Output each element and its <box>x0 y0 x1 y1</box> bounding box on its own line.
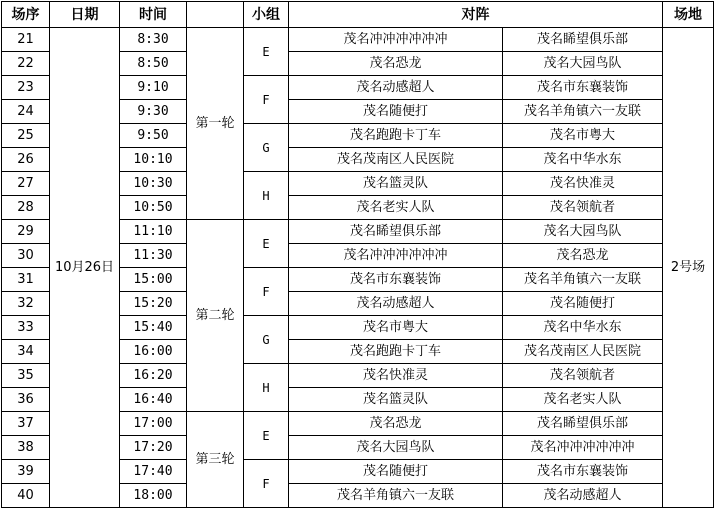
home-team: 茂名动感超人 <box>289 76 503 100</box>
time-cell: 17:00 <box>120 412 187 436</box>
match-number: 27 <box>2 172 50 196</box>
group-cell: F <box>244 268 289 316</box>
time-cell: 18:00 <box>120 484 187 508</box>
away-team: 茂名中华水东 <box>503 316 663 340</box>
group-cell: F <box>244 460 289 508</box>
home-team: 茂名恐龙 <box>289 412 503 436</box>
home-team: 茂名随便打 <box>289 460 503 484</box>
group-cell: F <box>244 76 289 124</box>
round-cell: 第二轮 <box>187 220 244 412</box>
match-number: 23 <box>2 76 50 100</box>
home-team: 茂名篮灵队 <box>289 388 503 412</box>
time-cell: 9:10 <box>120 76 187 100</box>
home-team: 茂名快准灵 <box>289 364 503 388</box>
match-number: 32 <box>2 292 50 316</box>
date-cell: 10月26日 <box>50 28 120 508</box>
match-number: 34 <box>2 340 50 364</box>
group-cell: H <box>244 364 289 412</box>
match-number: 36 <box>2 388 50 412</box>
time-cell: 8:30 <box>120 28 187 52</box>
match-number: 31 <box>2 268 50 292</box>
away-team: 茂名大园鸟队 <box>503 220 663 244</box>
home-team: 茂名大园鸟队 <box>289 436 503 460</box>
header-date: 日期 <box>50 2 120 28</box>
match-number: 40 <box>2 484 50 508</box>
venue-cell: 2号场 <box>663 28 714 508</box>
away-team: 茂名市东襄装饰 <box>503 460 663 484</box>
away-team: 茂名羊角镇六一友联 <box>503 100 663 124</box>
home-team: 茂名跑跑卡丁车 <box>289 124 503 148</box>
match-number: 24 <box>2 100 50 124</box>
away-team: 茂名随便打 <box>503 292 663 316</box>
home-team: 茂名随便打 <box>289 100 503 124</box>
match-number: 25 <box>2 124 50 148</box>
away-team: 茂名大园鸟队 <box>503 52 663 76</box>
header-match-no: 场序 <box>2 2 50 28</box>
table-row <box>2 28 714 52</box>
home-team: 茂名恐龙 <box>289 52 503 76</box>
match-number: 28 <box>2 196 50 220</box>
away-team: 茂名老实人队 <box>503 388 663 412</box>
home-team: 茂名篮灵队 <box>289 172 503 196</box>
time-cell: 15:20 <box>120 292 187 316</box>
match-number: 38 <box>2 436 50 460</box>
time-cell: 17:40 <box>120 460 187 484</box>
match-number: 29 <box>2 220 50 244</box>
time-cell: 16:40 <box>120 388 187 412</box>
time-cell: 11:30 <box>120 244 187 268</box>
time-cell: 15:40 <box>120 316 187 340</box>
match-number: 21 <box>2 28 50 52</box>
home-team: 茂名冲冲冲冲冲冲 <box>289 28 503 52</box>
home-team: 茂名冲冲冲冲冲冲 <box>289 244 503 268</box>
away-team: 茂名市东襄装饰 <box>503 76 663 100</box>
time-cell: 9:30 <box>120 100 187 124</box>
away-team: 茂名睎望俱乐部 <box>503 412 663 436</box>
time-cell: 9:50 <box>120 124 187 148</box>
group-cell: E <box>244 412 289 460</box>
schedule-body <box>2 28 714 508</box>
match-number: 37 <box>2 412 50 436</box>
time-cell: 11:10 <box>120 220 187 244</box>
match-number: 22 <box>2 52 50 76</box>
time-cell: 10:10 <box>120 148 187 172</box>
time-cell: 16:20 <box>120 364 187 388</box>
away-team: 茂名恐龙 <box>503 244 663 268</box>
home-team: 茂名市粤大 <box>289 316 503 340</box>
away-team: 茂名动感超人 <box>503 484 663 508</box>
away-team: 茂名冲冲冲冲冲冲 <box>503 436 663 460</box>
home-team: 茂名睎望俱乐部 <box>289 220 503 244</box>
group-cell: H <box>244 172 289 220</box>
schedule-table <box>1 1 714 508</box>
header-group: 小组 <box>244 2 289 28</box>
group-cell: G <box>244 124 289 172</box>
time-cell: 17:20 <box>120 436 187 460</box>
home-team: 茂名跑跑卡丁车 <box>289 340 503 364</box>
round-cell: 第三轮 <box>187 412 244 508</box>
group-cell: E <box>244 28 289 76</box>
home-team: 茂名羊角镇六一友联 <box>289 484 503 508</box>
time-cell: 15:00 <box>120 268 187 292</box>
away-team: 茂名快准灵 <box>503 172 663 196</box>
time-cell: 8:50 <box>120 52 187 76</box>
away-team: 茂名茂南区人民医院 <box>503 340 663 364</box>
home-team: 茂名动感超人 <box>289 292 503 316</box>
header-time: 时间 <box>120 2 187 28</box>
away-team: 茂名市粤大 <box>503 124 663 148</box>
away-team: 茂名中华水东 <box>503 148 663 172</box>
header-round <box>187 2 244 28</box>
match-number: 39 <box>2 460 50 484</box>
round-cell: 第一轮 <box>187 28 244 220</box>
group-cell: E <box>244 220 289 268</box>
header-venue: 场地 <box>663 2 714 28</box>
home-team: 茂名老实人队 <box>289 196 503 220</box>
header-row <box>2 2 714 28</box>
header-matchup: 对阵 <box>289 2 663 28</box>
away-team: 茂名领航者 <box>503 364 663 388</box>
match-number: 33 <box>2 316 50 340</box>
time-cell: 10:30 <box>120 172 187 196</box>
match-number: 35 <box>2 364 50 388</box>
home-team: 茂名市东襄装饰 <box>289 268 503 292</box>
match-number: 30 <box>2 244 50 268</box>
home-team: 茂名茂南区人民医院 <box>289 148 503 172</box>
group-cell: G <box>244 316 289 364</box>
away-team: 茂名睎望俱乐部 <box>503 28 663 52</box>
away-team: 茂名领航者 <box>503 196 663 220</box>
match-number: 26 <box>2 148 50 172</box>
time-cell: 10:50 <box>120 196 187 220</box>
time-cell: 16:00 <box>120 340 187 364</box>
away-team: 茂名羊角镇六一友联 <box>503 268 663 292</box>
